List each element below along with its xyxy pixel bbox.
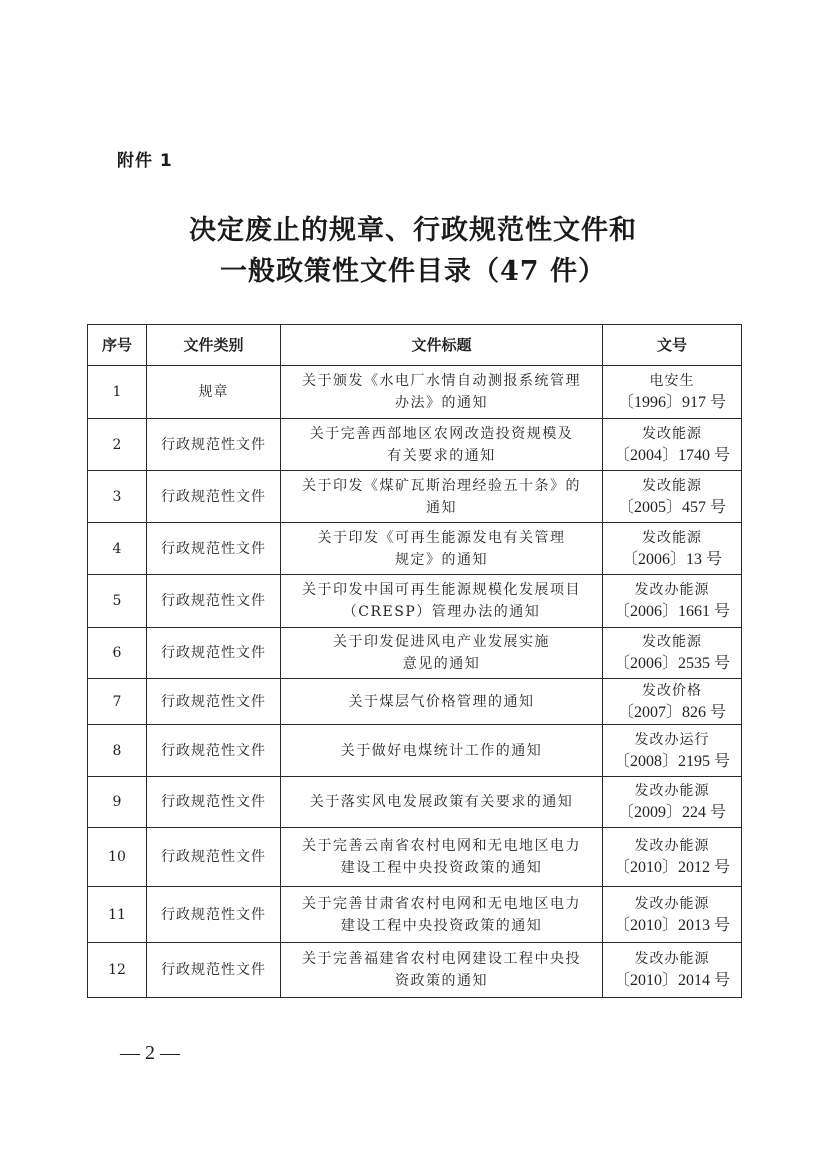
cell-category: 行政规范性文件 [147,471,281,523]
doc-issuer: 发改能源 [642,425,702,442]
table-row [88,828,742,887]
title-line-2: 资政策的通知 [395,973,488,989]
doc-number: 〔2006〕1661 号 [613,603,730,620]
cell-seq: 11 [88,887,147,943]
doc-number: 〔2006〕13 号 [621,550,722,568]
title-line-1: 关于落实风电发展政策有关要求的通知 [309,794,574,810]
cell-doc-number [603,575,742,628]
cell-category: 行政规范性文件 [147,828,281,887]
cell-category: 行政规范性文件 [147,628,281,679]
doc-issuer: 发改办能源 [634,783,710,799]
doc-issuer: 电安生 [649,373,695,389]
table-row [88,523,742,575]
document-title-line-2: 一般政策性文件目录（47 件） [220,256,606,287]
cell-doc-number [603,828,742,887]
cell-seq: 2 [88,419,147,471]
cell-title [281,471,603,523]
cell-seq: 7 [88,679,147,725]
table-row [88,887,742,943]
table-row [88,943,742,998]
title-line-1: 关于完善甘肃省农村电网和无电地区电力 [302,895,581,912]
doc-number: 〔2010〕2013 号 [613,916,730,934]
table-row [88,366,742,419]
title-line-2: （CRESP）管理办法的通知 [342,604,541,620]
title-line-2: 建设工程中央投资政策的通知 [340,860,543,876]
table-row [88,419,742,471]
title-line-1: 关于印发中国可再生能源规模化发展项目 [302,582,581,598]
document-list-table [87,324,742,998]
title-line-2: 通知 [426,499,457,516]
cell-title [281,366,603,419]
cell-seq: 4 [88,523,147,575]
cell-title [281,777,603,828]
table-row [88,777,742,828]
cell-category: 行政规范性文件 [147,419,281,471]
cell-doc-number [603,366,742,419]
cell-title [281,419,603,471]
doc-number: 〔2010〕2014 号 [613,972,730,989]
cell-doc-number [603,419,742,471]
title-line-2: 建设工程中央投资政策的通知 [340,917,543,934]
cell-seq: 12 [88,943,147,998]
title-line-1: 关于完善云南省农村电网和无电地区电力 [302,838,581,854]
cell-doc-number [603,725,742,777]
doc-issuer: 发改办能源 [634,895,710,912]
title-line-1: 关于印发促进风电产业发展实施 [333,634,550,650]
title-line-1: 关于完善西部地区农网改造投资规模及 [309,425,574,442]
title-line-1: 关于印发《可再生能源发电有关管理 [317,529,566,546]
doc-number: 〔2005〕457 号 [617,498,726,516]
doc-issuer: 发改办能源 [634,838,710,854]
header-category: 文件类别 [147,325,281,366]
cell-title [281,828,603,887]
cell-category: 行政规范性文件 [147,725,281,777]
cell-category: 行政规范性文件 [147,523,281,575]
doc-issuer: 发改办能源 [634,582,710,598]
cell-title [281,523,603,575]
doc-number: 〔2010〕2012 号 [613,859,730,876]
cell-category: 行政规范性文件 [147,777,281,828]
table-row [88,575,742,628]
cell-doc-number [603,943,742,998]
title-line-1: 关于完善福建省农村电网建设工程中央投 [302,951,581,967]
title-line-1: 关于做好电煤统计工作的通知 [340,742,543,759]
cell-doc-number [603,523,742,575]
cell-seq: 9 [88,777,147,828]
cell-seq: 1 [88,366,147,419]
doc-issuer: 发改办运行 [634,731,710,748]
document-title-line-1: 决定废止的规章、行政规范性文件和 [189,215,637,246]
cell-seq: 6 [88,628,147,679]
doc-issuer: 发改价格 [642,682,702,699]
table-row [88,679,742,725]
cell-category: 行政规范性文件 [147,575,281,628]
cell-seq: 5 [88,575,147,628]
header-seq: 序号 [88,325,147,366]
header-title: 文件标题 [281,325,603,366]
title-line-2: 办法》的通知 [395,395,488,411]
table-row [88,725,742,777]
cell-seq: 10 [88,828,147,887]
doc-number: 〔2006〕2535 号 [613,655,730,672]
cell-title [281,628,603,679]
doc-number: 〔1996〕917 号 [617,394,726,411]
attachment-label: 附件 1 [117,151,173,171]
cell-seq: 3 [88,471,147,523]
title-line-1: 关于颁发《水电厂水情自动测报系统管理 [302,373,581,389]
doc-number: 〔2004〕1740 号 [613,446,730,464]
cell-category: 行政规范性文件 [147,887,281,943]
cell-category: 规章 [147,366,281,419]
table-row [88,628,742,679]
cell-category: 行政规范性文件 [147,679,281,725]
cell-doc-number [603,777,742,828]
cell-title [281,575,603,628]
doc-issuer: 发改能源 [642,634,702,650]
doc-number: 〔2009〕224 号 [617,804,726,821]
cell-doc-number [603,628,742,679]
cell-title [281,943,603,998]
title-line-1: 关于印发《煤矿瓦斯治理经验五十条》的 [302,477,581,494]
title-line-2: 有关要求的通知 [387,447,496,464]
doc-number: 〔2007〕826 号 [617,703,726,721]
doc-issuer: 发改办能源 [634,951,710,967]
table-row [88,471,742,523]
cell-title [281,725,603,777]
page-number: — 2 — [120,1042,180,1064]
doc-issuer: 发改能源 [642,529,702,546]
doc-number: 〔2008〕2195 号 [613,752,730,770]
header-doc-number: 文号 [603,325,742,366]
cell-title [281,887,603,943]
cell-doc-number [603,471,742,523]
cell-doc-number [603,679,742,725]
cell-doc-number [603,887,742,943]
cell-seq: 8 [88,725,147,777]
title-line-2: 规定》的通知 [395,551,488,568]
doc-issuer: 发改能源 [642,477,702,494]
title-line-2: 意见的通知 [402,656,481,672]
table-header-row [88,325,742,366]
cell-title [281,679,603,725]
title-line-1: 关于煤层气价格管理的通知 [348,693,535,710]
cell-category: 行政规范性文件 [147,943,281,998]
